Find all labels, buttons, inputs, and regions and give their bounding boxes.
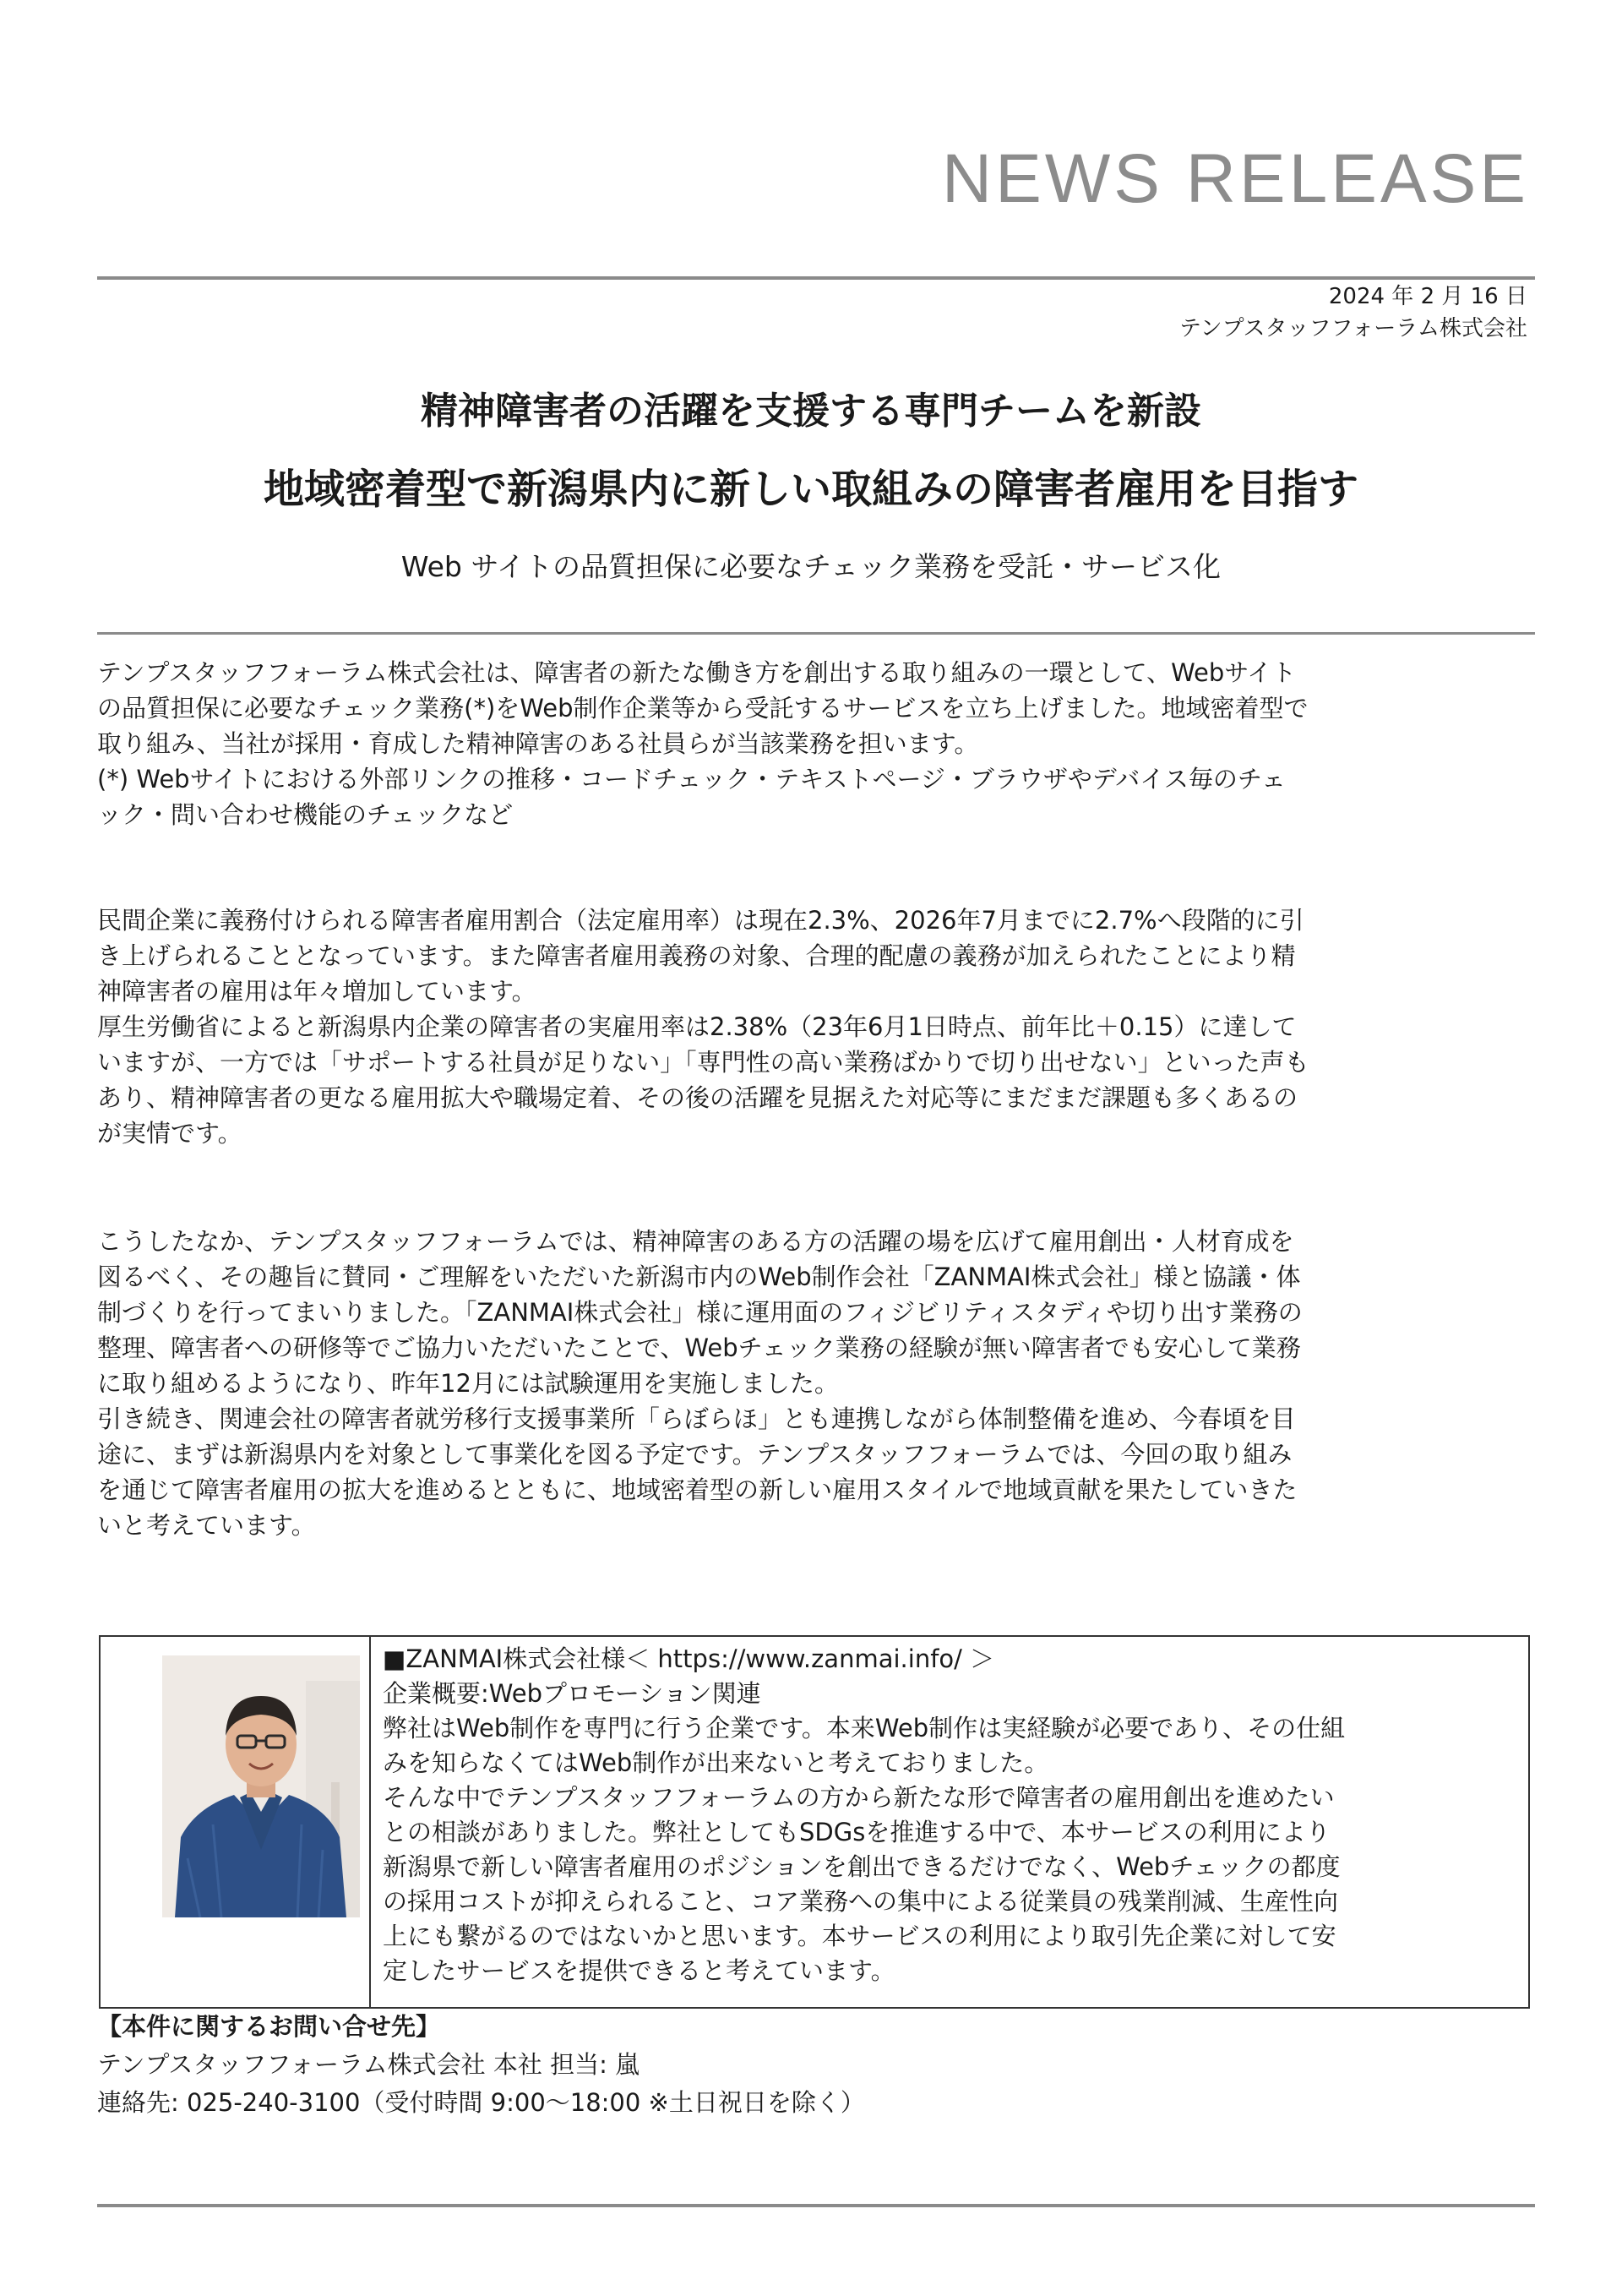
bottom-divider bbox=[97, 2204, 1535, 2207]
contact-section bbox=[97, 2008, 1533, 2122]
headline: 精神障害者の活躍を支援する専門チームを新設 bbox=[421, 390, 1201, 433]
text-line: ック・問い合わせ機能のチェックなど bbox=[97, 800, 514, 829]
body-paragraph-2 bbox=[97, 903, 1533, 1151]
text-line: そんな中でテンプスタッフフォーラムの方から新たな形で障害者の雇用創出を進めたい bbox=[383, 1783, 1335, 1812]
executive-photo bbox=[162, 1655, 360, 1917]
text-line: 厚生労働省によると新潟県内企業の障害者の実雇用率は2.38%（23年6月1日時点、前年比＋0.15）に達して bbox=[97, 1012, 1297, 1041]
company-description bbox=[383, 1642, 1519, 1988]
text-line: テンプスタッフフォーラム株式会社は、障害者の新たな働き方を創出する取り組みの一環として、Webサイト bbox=[97, 658, 1297, 687]
text-line: の品質担保に必要なチェック業務(*)をWeb制作企業等から受託するサービスを立ち上げました。地域密着型で bbox=[97, 694, 1309, 723]
text-line: に取り組めるようになり、昨年12月には試験運用を実施しました。 bbox=[97, 1369, 839, 1398]
contact-heading: 【本件に関するお問い合せ先】 bbox=[97, 2012, 441, 2041]
text-line: 引き続き、関連会社の障害者就労移行支援事業所「らぼらほ」とも連携しながら体制整備を進め、今春頃を目 bbox=[97, 1404, 1296, 1433]
text-line: 取り組み、当社が採用・育成した精神障害のある社員らが当該業務を担います。 bbox=[97, 729, 979, 758]
contact-company: テンプスタッフフォーラム株式会社 本社 担当: 嵐 bbox=[97, 2050, 640, 2079]
text-line: が実情です。 bbox=[97, 1119, 242, 1148]
text-line: あり、精神障害者の更なる雇用拡大や職場定着、その後の活躍を見据えた対応等にまだまだ課題も多くあるの bbox=[97, 1083, 1298, 1112]
text-line: いと考えています。 bbox=[97, 1511, 316, 1540]
text-line: 定したサービスを提供できると考えています。 bbox=[383, 1956, 895, 1985]
text-line: みを知らなくてはWeb制作が出来ないと考えておりました。 bbox=[383, 1748, 1049, 1777]
subheadline: Web サイトの品質担保に必要なチェック業務を受託・サービス化 bbox=[400, 550, 1222, 583]
body-paragraph-1 bbox=[97, 655, 1533, 832]
text-line: 神障害者の雇用は年々増加しています。 bbox=[97, 977, 536, 1006]
text-line: を通じて障害者雇用の拡大を進めるとともに、地域密着型の新しい雇用スタイルで地域貢献を果たしていきた bbox=[97, 1475, 1298, 1504]
contact-phone: 連絡先: 025-240-3100（受付時間 9:00〜18:00 ※土日祝日を除く） bbox=[97, 2088, 865, 2117]
company-overview: 企業概要:Webプロモーション関連 bbox=[383, 1679, 761, 1708]
issuer-company: テンプスタッフフォーラム株式会社 bbox=[1178, 316, 1527, 341]
text-line: 整理、障害者への研修等でご協力いただいたことで、Webチェック業務の経験が無い障害者でも安心して業務 bbox=[97, 1333, 1301, 1362]
text-line: 途に、まずは新潟県内を対象として事業化を図る予定です。テンプスタッフフォーラムでは、今回の取り組み bbox=[97, 1440, 1293, 1469]
company-header: ■ZANMAI株式会社様＜ https://www.zanmai.info/ ＞ bbox=[383, 1644, 995, 1673]
text-line: 上にも繋がるのではないかと思います。本サービスの利用により取引先企業に対して安 bbox=[383, 1922, 1336, 1950]
text-line: き上げられることとなっています。また障害者雇用義務の対象、合理的配慮の義務が加えられたことにより精 bbox=[97, 941, 1296, 970]
company-profile-box bbox=[99, 1635, 1530, 2009]
text-line: 新潟県で新しい障害者雇用のポジションを創出できるだけでなく、Webチェックの都度 bbox=[383, 1852, 1341, 1881]
headline-divider bbox=[97, 632, 1535, 635]
body-paragraph-3 bbox=[97, 1224, 1533, 1543]
news-release-logo: NEWS RELEASE bbox=[941, 140, 1529, 217]
release-date: 2024 年 2 月 16 日 bbox=[1328, 284, 1527, 309]
text-line: 民間企業に義務付けられる障害者雇用割合（法定雇用率）は現在2.3%、2026年7月までに2.7%へ段階的に引 bbox=[97, 906, 1304, 935]
text-line: との相談がありました。弊社としてもSDGsを推進する中で、本サービスの利用により bbox=[383, 1818, 1331, 1846]
text-line: いますが、一方では「サポートする社員が足りない」「専門性の高い業務ばかりで切り出せない」といった声も bbox=[97, 1048, 1309, 1077]
text-line: (*) Webサイトにおける外部リンクの推移・コードチェック・テキストページ・ブラウザやデバイス毎のチェ bbox=[97, 765, 1287, 794]
text-line: 弊社はWeb制作を専門に行う企業です。本来Web制作は実経験が必要であり、その仕組 bbox=[383, 1714, 1346, 1742]
release-meta bbox=[1179, 281, 1527, 345]
top-divider bbox=[97, 276, 1535, 280]
text-line: の採用コストが抑えられること、コア業務への集中による従業員の残業削減、生産性向 bbox=[383, 1887, 1339, 1916]
text-line: 制づくりを行ってまいりました。「ZANMAI株式会社」様に運用面のフィジビリティスタディや切り出す業務の bbox=[97, 1298, 1303, 1327]
headline-secondary: 地域密着型で新潟県内に新しい取組みの障害者雇用を目指す bbox=[263, 466, 1358, 513]
box-divider bbox=[369, 1637, 371, 2007]
text-line: 図るべく、その趣旨に賛同・ご理解をいただいた新潟市内のWeb制作会社「ZANMAI株式会社」様と協議・体 bbox=[97, 1263, 1301, 1291]
text-line: こうしたなか、テンプスタッフフォーラムでは、精神障害のある方の活躍の場を広げて雇用創出・人材育成を bbox=[97, 1227, 1294, 1256]
